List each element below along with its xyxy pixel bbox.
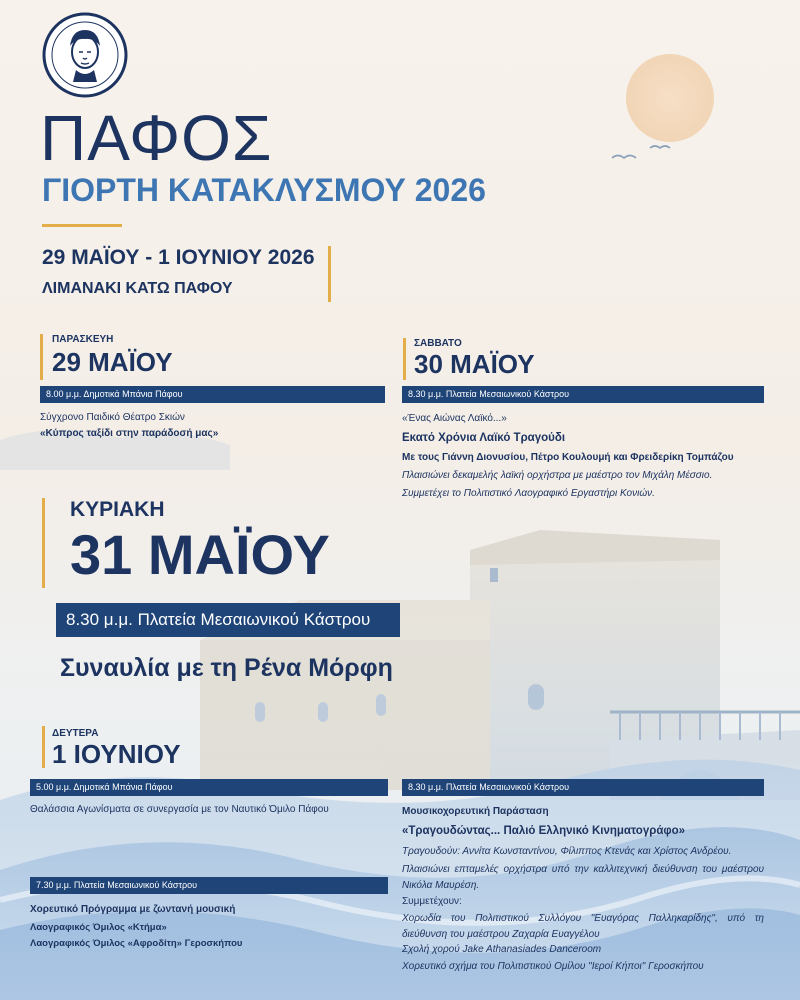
- festival-dates: 29 ΜΑΪΟΥ - 1 ΙΟΥΝΙΟΥ 2026: [42, 246, 315, 269]
- saturday-performers: Με τους Γιάννη Διονυσίου, Πέτρο Κουλουμή και Φρειδερίκη Τομπάζου: [402, 452, 734, 463]
- saturday-date: 30 ΜΑΪΟΥ: [414, 349, 535, 379]
- friday-accent-bar: [40, 334, 43, 380]
- friday-date: 29 ΜΑΪΟΥ: [52, 347, 173, 377]
- sunday-concert-title: Συναυλία με τη Ρένα Μόρφη: [60, 654, 393, 682]
- monday-dance-program: Χορευτικό Πρόγραμμα με ζωντανή μουσική: [30, 904, 236, 915]
- monday-show-singers: Τραγουδούν: Αννίτα Κωνσταντίνου, Φίλιππος Κτενάς και Χρίστος Ανδρέου.: [402, 846, 732, 857]
- monday-group-afroditi: Λαογραφικός Όμιλος «Αφροδίτη» Γεροσκήπου: [30, 938, 243, 949]
- saturday-orchestra: Πλαισιώνει δεκαμελής λαϊκή ορχήστρα με μαέστρο τον Μιχάλη Μέσσιο.: [402, 470, 713, 481]
- saturday-day-label: ΣΑΒΒΑΤΟ: [414, 338, 462, 349]
- monday-show-type: Μουσικοχορευτική Παράσταση: [402, 806, 549, 817]
- gold-divider: [42, 224, 122, 227]
- monday-show-participants-label: Συμμετέχουν:: [402, 896, 462, 907]
- monday-group-ktima: Λαογραφικός Όμιλος «Κτήμα»: [30, 922, 167, 933]
- monday-day-label: ΔΕΥΤΕΡΑ: [52, 728, 99, 739]
- monday-date: 1 ΙΟΥΝΙΟΥ: [52, 739, 181, 769]
- monday-right-time-band: 8.30 μ.μ. Πλατεία Μεσαιωνικού Κάστρου: [402, 779, 764, 796]
- birds-shape: [612, 146, 670, 158]
- sun-shape: [626, 54, 714, 142]
- saturday-event-title: Εκατό Χρόνια Λαϊκό Τραγούδι: [402, 432, 566, 444]
- monday-show-orchestra: Πλαισιώνει επταμελές ορχήστρα υπό την καλλιτεχνική διεύθυνση του μαέστρου Νικόλα Μαυρέση.: [402, 864, 764, 891]
- sunday-day-label: ΚΥΡΙΑΚΗ: [70, 498, 165, 521]
- saturday-time-band: 8.30 μ.μ. Πλατεία Μεσαιωνικού Κάστρου: [402, 386, 764, 403]
- page-title: ΠΑΦΟΣ: [40, 102, 273, 174]
- saturday-participants: Συμμετέχει το Πολιτιστικό Λαογραφικό Εργαστήρι Κονιών.: [402, 488, 655, 499]
- monday-show-dance-school: Σχολή χορού Jake Athanasiades Danceroom: [402, 944, 602, 955]
- monday-left2-time-band: 7.30 μ.μ. Πλατεία Μεσαιωνικού Κάστρου: [30, 877, 388, 894]
- friday-event-title: Σύγχρονο Παιδικό Θέατρο Σκιών: [40, 412, 185, 423]
- festival-subtitle: ΓΙΟΡΤΗ ΚΑΤΑΚΛΥΣΜΟΥ 2026: [42, 172, 486, 208]
- sunday-time-band: 8.30 μ.μ. Πλατεία Μεσαιωνικού Κάστρου: [56, 603, 400, 637]
- sunday-date: 31 ΜΑΪΟΥ: [70, 523, 330, 586]
- saturday-accent-bar: [403, 338, 406, 380]
- friday-day-label: ΠΑΡΑΣΚΕΥΗ: [52, 334, 114, 345]
- saturday-event-quote: «Ένας Αιώνας Λαϊκό...»: [402, 413, 507, 424]
- monday-show-dance-group: Χορευτικό σχήμα του Πολιτιστικού Ομίλου "Ιεροί Κήποι" Γεροσκήπου: [402, 961, 704, 972]
- friday-time-band: 8.00 μ.μ. Δημοτικά Μπάνια Πάφου: [40, 386, 385, 403]
- header-accent-bar: [328, 246, 331, 302]
- monday-show-title: «Τραγουδώντας... Παλιό Ελληνικό Κινηματογράφο»: [402, 825, 686, 837]
- monday-accent-bar: [42, 726, 45, 768]
- monday-show-choir: Χορωδία του Πολιτιστικού Συλλόγου "Ευαγόρας Παλληκαρίδης", υπό τη διεύθυνση του μαέστρου Ζαχαρία Ευαγγέλου: [402, 913, 764, 940]
- municipality-logo: [42, 12, 128, 98]
- monday-left-time-band: 5.00 μ.μ. Δημοτικά Μπάνια Πάφου: [30, 779, 388, 796]
- monday-sea-races: Θαλάσσια Αγωνίσματα σε συνεργασία με τον Ναυτικό Όμιλο Πάφου: [30, 804, 329, 815]
- festival-place: ΛΙΜΑΝΑΚΙ ΚΑΤΩ ΠΑΦΟΥ: [42, 280, 233, 297]
- friday-event-subtitle: «Κύπρος ταξίδι στην παράδοσή μας»: [40, 428, 219, 439]
- sunday-accent-bar: [42, 498, 45, 588]
